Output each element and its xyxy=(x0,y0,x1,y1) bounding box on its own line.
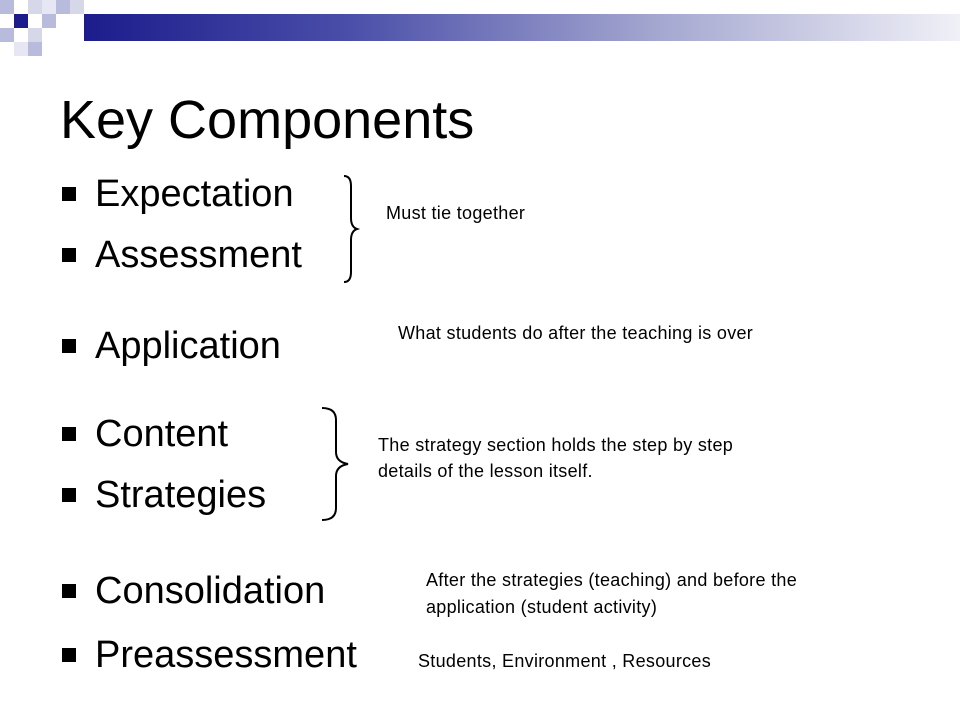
deco-square xyxy=(28,28,42,42)
square-bullet-icon xyxy=(62,427,76,441)
deco-square xyxy=(42,0,56,14)
bullet-text: Consolidation xyxy=(95,570,326,612)
preassessment-note: Students, Environment , Resources xyxy=(418,651,712,671)
deco-square xyxy=(14,14,28,28)
deco-square xyxy=(28,42,42,56)
deco-square xyxy=(14,42,28,56)
bullet-item xyxy=(62,325,281,367)
bullet-text: Strategies xyxy=(95,474,267,516)
square-bullet-icon xyxy=(62,648,76,662)
deco-square xyxy=(70,0,84,14)
bullet-item xyxy=(62,234,302,276)
bullet-text: Assessment xyxy=(95,234,302,276)
bullet-text: Preassessment xyxy=(95,634,357,676)
deco-square xyxy=(0,0,14,14)
deco-square xyxy=(56,0,70,14)
bullet-text: Expectation xyxy=(95,173,294,215)
bullet-item xyxy=(62,173,294,215)
bullet-item xyxy=(62,570,326,612)
application-note: What students do after the teaching is over xyxy=(398,323,754,343)
bullet-text: Content xyxy=(95,413,229,455)
deco-square xyxy=(0,28,14,42)
strategy-note-line2: details of the lesson itself. xyxy=(378,461,593,481)
bullet-item xyxy=(62,634,357,676)
square-bullet-icon xyxy=(62,248,76,262)
right-brace-middle xyxy=(320,406,350,522)
square-bullet-icon xyxy=(62,339,76,353)
deco-square xyxy=(28,0,42,14)
square-bullet-icon xyxy=(62,187,76,201)
consolidation-note-line2: application (student activity) xyxy=(426,597,658,617)
square-bullet-icon xyxy=(62,584,76,598)
right-brace-top xyxy=(342,174,362,284)
strategy-note-line1: The strategy section holds the step by step xyxy=(378,435,734,455)
bullet-item xyxy=(62,413,229,455)
slide-title: Key Components xyxy=(60,90,475,150)
deco-square xyxy=(42,14,56,28)
tie-together-note: Must tie together xyxy=(386,203,526,223)
square-bullet-icon xyxy=(62,488,76,502)
header-gradient-bar xyxy=(84,14,960,41)
consolidation-note-line1: After the strategies (teaching) and before the xyxy=(426,570,798,590)
bullet-text: Application xyxy=(95,325,281,367)
bullet-item xyxy=(62,474,267,516)
